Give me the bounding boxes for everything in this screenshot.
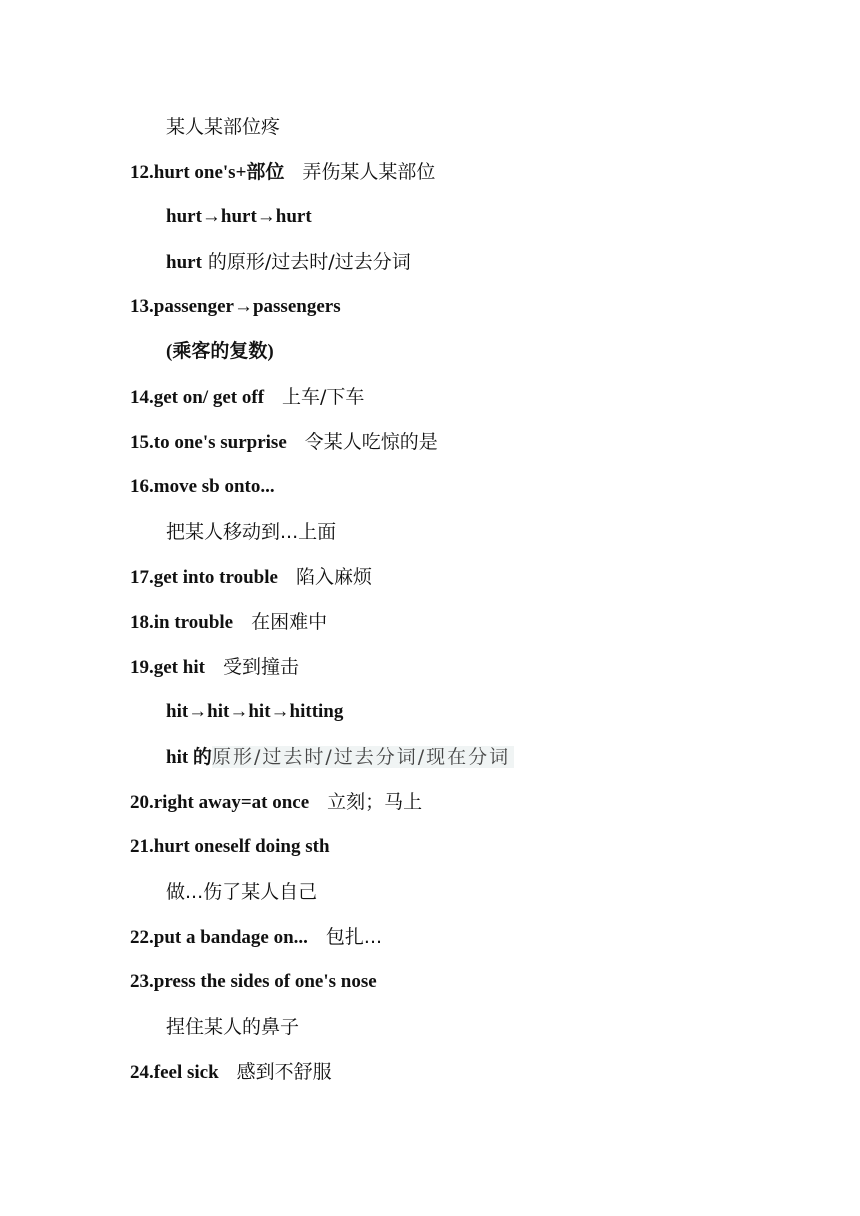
chinese-meaning: 受到撞击 — [222, 656, 299, 678]
note-line-press-nose-meaning — [166, 1012, 299, 1042]
english-phrase: 23.press the sides of one's nose — [130, 971, 377, 992]
english-phrase: 16.move sb onto... — [130, 476, 275, 497]
vocab-item-24 — [130, 1057, 332, 1087]
english-phrase: 21.hurt oneself doing sth — [130, 836, 330, 857]
vocab-item-14 — [130, 382, 364, 412]
chinese-text: 某人某部位疼 — [166, 116, 281, 138]
chinese-meaning: 的原形/过去时/过去分词 — [207, 251, 411, 273]
highlighted-chinese-meaning: 原形/过去时/过去分词/现在分词 — [212, 746, 514, 768]
english-phrase: 12.hurt one's+部位 — [130, 162, 285, 183]
chinese-meaning: 做...伤了某人自己 — [166, 881, 318, 903]
chinese-meaning: 包扎... — [325, 926, 383, 948]
vocab-item-21 — [130, 832, 330, 862]
note-line-hurt-forms — [166, 202, 312, 232]
english-phrase: 17.get into trouble — [130, 567, 278, 588]
english-phrase: 24.feel sick — [130, 1062, 219, 1083]
chinese-meaning: 感到不舒服 — [236, 1061, 332, 1083]
vocab-item-12 — [130, 157, 435, 187]
english-phrase: hurt→hurt→hurt — [166, 206, 312, 227]
english-phrase: 15.to one's surprise — [130, 432, 287, 453]
english-phrase: (乘客的复数) — [166, 341, 274, 362]
english-phrase: hurt — [166, 252, 202, 273]
vocab-item-19 — [130, 652, 299, 682]
note-line-hit-forms-meaning — [166, 742, 514, 772]
note-line-hurt-forms-meaning — [166, 247, 411, 277]
note-line-move-onto-meaning — [166, 517, 336, 547]
english-phrase: 18.in trouble — [130, 612, 234, 633]
english-phrase: 20.right away=at once — [130, 792, 310, 813]
chinese-meaning: 立刻；马上 — [327, 791, 423, 813]
note-line-hurt-oneself-meaning — [166, 877, 317, 907]
note-line-passenger-plural — [166, 337, 274, 367]
english-phrase: 19.get hit — [130, 657, 205, 678]
vocab-item-23 — [130, 967, 377, 997]
vocab-item-16 — [130, 472, 275, 502]
vocab-item-20 — [130, 787, 422, 817]
vocab-item-17 — [130, 562, 372, 592]
chinese-meaning: 令某人吃惊的是 — [304, 431, 438, 453]
chinese-meaning: 把某人移动到...上面 — [166, 521, 337, 543]
chinese-meaning: 在困难中 — [251, 611, 328, 633]
english-phrase: hit 的 — [166, 747, 212, 768]
english-phrase: hit→hit→hit→hitting — [166, 701, 344, 722]
chinese-meaning: 捏住某人的鼻子 — [166, 1016, 300, 1038]
vocab-item-22 — [130, 922, 382, 952]
vocab-item-18 — [130, 607, 327, 637]
vocab-item-15 — [130, 427, 438, 457]
chinese-meaning: 弄伤某人某部位 — [302, 161, 436, 183]
english-phrase: 22.put a bandage on... — [130, 927, 308, 948]
chinese-meaning: 陷入麻烦 — [295, 566, 372, 588]
note-line-pain-meaning — [166, 112, 280, 142]
note-line-hit-forms — [166, 697, 343, 727]
chinese-meaning: 上车/下车 — [282, 386, 365, 408]
english-phrase: 13.passenger→passengers — [130, 296, 341, 317]
vocab-item-13 — [130, 292, 341, 322]
english-phrase: 14.get on/ get off — [130, 387, 265, 408]
